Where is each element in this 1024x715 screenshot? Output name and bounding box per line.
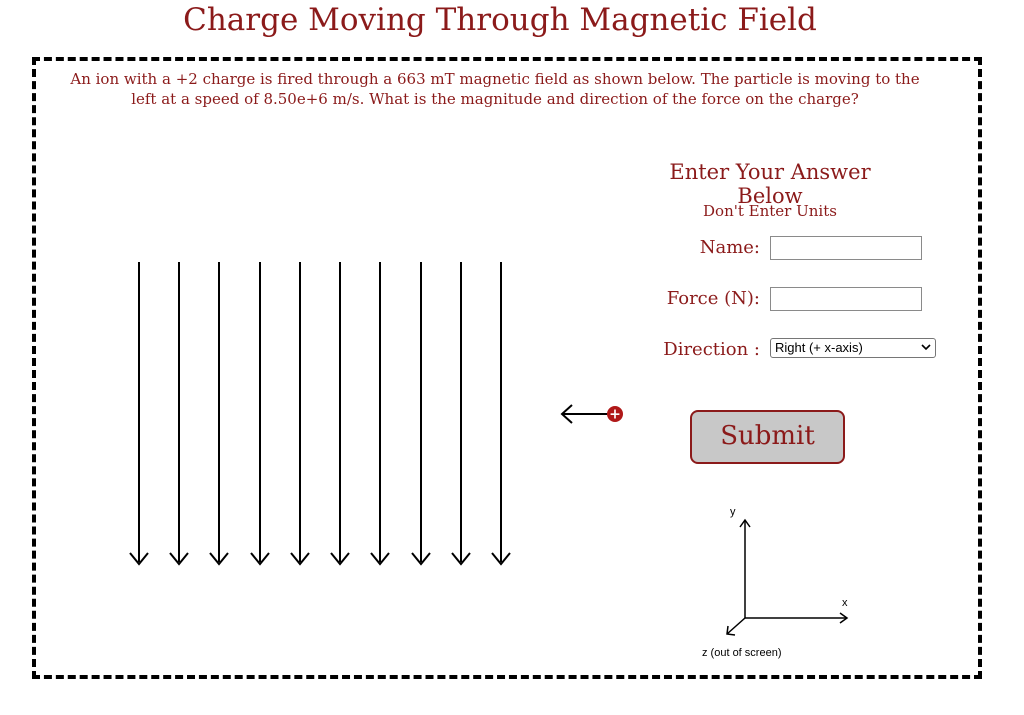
field-line [299,262,301,562]
down-arrow-icon [451,552,471,566]
down-arrow-icon [129,552,149,566]
down-arrow-icon [411,552,431,566]
down-arrow-icon [169,552,189,566]
charge-sign: + [609,406,621,423]
answer-heading: Enter Your Answer Below [669,160,871,208]
field-line [218,262,220,562]
field-line [420,262,422,562]
down-arrow-icon [209,552,229,566]
field-line [138,262,140,562]
chevron-down-icon [921,342,931,352]
down-arrow-icon [330,552,350,566]
name-input[interactable] [770,236,922,260]
coordinate-axes [700,500,880,670]
submit-button[interactable]: Submit [690,410,845,464]
units-note: Don't Enter Units [703,202,837,220]
page-title: Charge Moving Through Magnetic Field [183,2,817,38]
z-axis-label: z (out of screen) [702,647,782,659]
field-line [178,262,180,562]
down-arrow-icon [290,552,310,566]
down-arrow-icon [370,552,390,566]
down-arrow-icon [250,552,270,566]
force-input[interactable] [770,287,922,311]
charged-particle [560,402,630,426]
field-line [500,262,502,562]
field-line [460,262,462,562]
question-text: An ion with a +2 charge is fired through a 663 mT magnetic field as shown below. The particle is moving to the left at a speed of 8.50e+6 m/s. What is the magnitude and direction of the force on the charge? [70,70,920,108]
direction-label: Direction : [663,339,760,360]
y-axis-label: y [730,506,736,518]
force-label: Force (N): [666,288,760,309]
magnetic-field [120,262,520,572]
field-line [259,262,261,562]
direction-selected-value: Right (+ x-axis) [775,340,863,355]
name-label: Name: [699,237,760,258]
field-line [339,262,341,562]
direction-select[interactable] [770,338,936,358]
axes-drawing [700,500,880,670]
down-arrow-icon [491,552,511,566]
x-axis-label: x [842,597,848,609]
field-line [379,262,381,562]
